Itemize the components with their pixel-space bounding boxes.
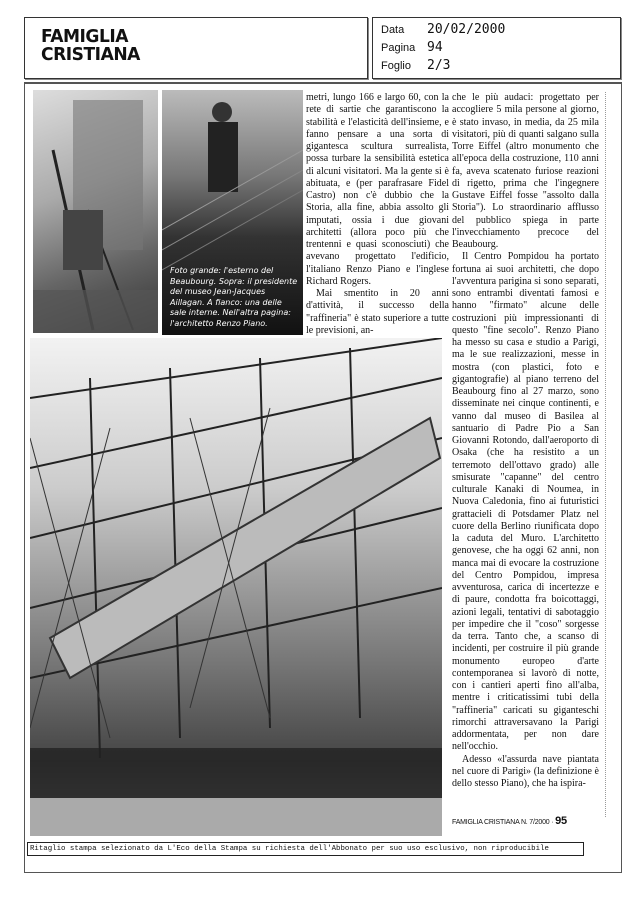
article-paragraph: Mai smentito in 20 anni d'attività, il successo della "raffineria" è stato superiore a tutte le previsioni, an- <box>306 288 449 336</box>
meta-sheet <box>381 58 450 73</box>
meta-page <box>381 40 443 55</box>
photo-museum-president <box>162 90 303 335</box>
photo-interior-room <box>33 90 158 333</box>
article-paragraph: che le più audaci: progettato per accogliere 5 mila persone al giorno, è stato invaso, in media, da 25 mila visitatori, più di quanti salgano sulla Torre Eiffel (altro monumento che all'epoca della costruzione, 110 anni fa, aveva scatenato furiose reazioni di rigetto, prima che l'ingegnere Gustave Eiffel fosse "assolto dalla Storia"). Lo straordinario afflusso del pubblico spiega in parte l'invecchiamento precoce del Beaubourg. <box>452 92 599 250</box>
page-footer-text: FAMIGLIA CRISTIANA N. 7/2000 · <box>452 819 556 826</box>
publication-logo <box>41 28 140 64</box>
meta-label: Pagina <box>381 42 416 54</box>
meta-value: 94 <box>427 40 443 55</box>
meta-date <box>381 22 505 37</box>
article-column-1 <box>306 92 449 337</box>
photo-beaubourg-sketch <box>30 338 442 836</box>
article-paragraph: Il Centro Pompidou ha portato fortuna ai suoi architetti, che dopo l'avventura parigina si sono separati, sono entrambi diventati famosi e hanno "firmato" alcune delle costruzioni più impressionanti di questo "fine secolo". Renzo Piano ha messo su casa e studio a Parigi, ma le sue realizzazioni, messe in mostra (con plastici, foto e gigantografie) al piano terreno del Beaubourg fino al 27 marzo, sono disseminate nei cinque continenti, e vanno dal museo di Basilea al santuario di Padre Pio a San Giovanni Rotondo, dall'aeroporto di Osaka (che ha resistito a un terremoto dell'ottavo grado) alle smisurate "capanne" del centro culturale Kanaki di Noumea, in Nuova Caledonia, fino ai futuristici grattacieli di Potsdamer Platz nel cuore della Berlino riunificata dopo la caduta del Muro. L'architetto genovese, che ha oggi 62 anni, non manca mai di evocare la costruzione del Centro Pompidou, impresa avventurosa, carica di incertezze e di paure, condotta fra boicottaggi, azioni legali, tentativi di sabotaggio per impedire che il "coso" sorgesse da terra. Tanto che, a scanso di incidenti, per costruire il più grande monumento europeo d'arte contemporanea si lavorò di notte, con i cantieri aperti fino all'alba, mentre i criticatissimi tubi della "raffineria" caricati su giganteschi rimorchi attraversavano la Parigi addormentata, per non dare nell'occhio. <box>452 251 599 753</box>
article-column-2 <box>452 92 599 790</box>
meta-value: 20/02/2000 <box>427 22 506 37</box>
column-divider <box>605 92 606 817</box>
logo-line-2: CRISTIANA <box>41 44 140 65</box>
clipping-service-notice: Ritaglio stampa selezionato da L'Eco della Stampa su richiesta dell'Abbonato per suo uso esclusivo, non riproducibile <box>27 842 584 856</box>
article-paragraph: Adesso «l'assurda nave piantata nel cuore di Parigi» (la definizione è dello stesso Piano), che ha ispira- <box>452 753 599 789</box>
page-number: 95 <box>555 815 567 827</box>
logo-line-1: FAMIGLIA <box>41 26 129 47</box>
meta-value: 2/3 <box>427 58 451 73</box>
publication-header <box>24 17 368 79</box>
photo-caption: Foto grande: l'esterno del Beaubourg. Sopra: il presidente del museo Jean-Jacques Aillagan. A fianco: una delle sale interne. Nell'altra pagina: l'architetto Renzo Piano. <box>170 266 298 328</box>
photo-interior-sketch <box>33 90 158 333</box>
page-footer <box>452 815 567 827</box>
meta-label: Data <box>381 24 405 36</box>
article-paragraph: metri, lungo 166 e largo 60, con la rete di sartie che garantiscono la stabilità e l'elasticità dell'insieme, e fanno pensare a una sorta di gigantesca scultura surrealista, possa turbare la sensibilità estetica di alcuni visitatori. Ma la gente si è abituata, e (per parafrasare Fidel Castro) non c'è dubbio che la Storia, alla fine, abbia assolto gli imputati, ossia i due giovani architetti (allora poco più che trentenni e quasi sconosciuti) che avevano progettato l'edificio, l'italiano Renzo Piano e l'inglese Richard Rogers. <box>306 92 449 287</box>
photo-beaubourg-exterior <box>30 338 442 836</box>
clipping-metadata <box>372 17 621 79</box>
meta-label: Foglio <box>381 60 411 72</box>
